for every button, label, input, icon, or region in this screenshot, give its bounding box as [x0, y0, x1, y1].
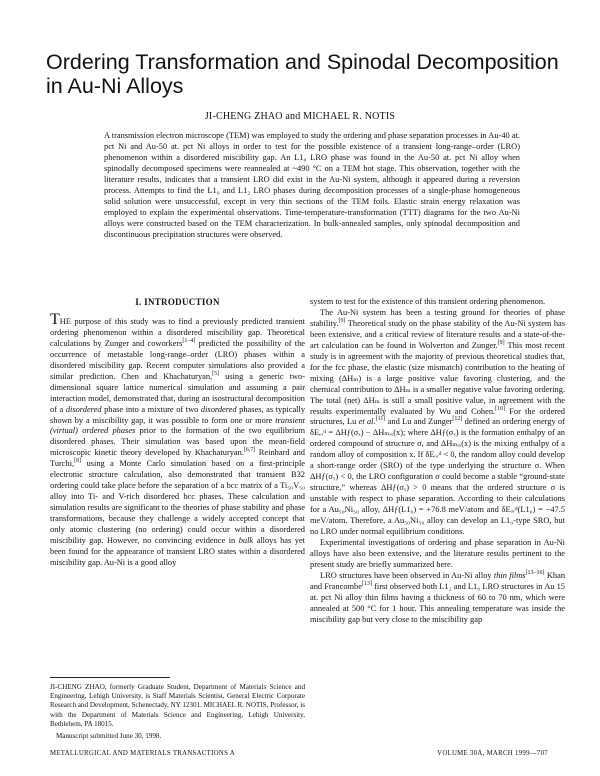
- right-column: [310, 297, 565, 626]
- text-run: Theoretical study on the phase stability of the Au-Ni system has been extensive, and a critical review of literature results and a state-of-the-art calculation can be found in Wolverton and Zunger.: [310, 318, 565, 350]
- left-column: [50, 297, 305, 569]
- intro-paragraph-2: [310, 308, 565, 538]
- emphasis: bulk: [238, 536, 254, 546]
- text-run: This most recent study is in agreement with the majority of previous theoretical studies that, for the fcc phase, the elastic (size mismatch) contribution to the heating of mixing (ΔHₘ) is a large positive value favoring clustering, and the chemical contribution to ΔHₘ is a smaller negative value favoring ordering. The total (net) ΔHₘ is still a small positive value, in agreement with the results experimentally evaluated by Wu and Cohen.: [310, 340, 565, 416]
- text-run: Reinhard and Turchi,: [50, 448, 305, 469]
- paper-title: Ordering Transformation and Spinodal Decomposition in Au-Ni Alloys: [46, 50, 559, 98]
- author-list: JI-CHENG ZHAO and MICHAEL R. NOTIS: [204, 111, 396, 122]
- text-run: Khan and Francombe: [310, 570, 566, 591]
- citation-ref[interactable]: [9]: [338, 318, 346, 325]
- author-affiliations: JI-CHENG ZHAO, formerly Graduate Student, Department of Materials Science and Engineering, Lehigh University, is Staff Materials Scientist, General Electric Corporate Research and Development, Schenectady, NY 12301. MICHAEL R. NOTIS, Professor, is with the Department of Materials Science and Engineering, Lehigh University, Bethlehem, PA 18015.: [50, 683, 305, 728]
- emphasis: transient (virtual) ordered phases: [50, 415, 305, 436]
- citation-ref[interactable]: [8]: [74, 458, 82, 465]
- citation-ref[interactable]: [10]: [495, 405, 506, 412]
- intro-paragraph-1: [50, 310, 306, 569]
- drop-cap: T: [50, 310, 60, 328]
- citation-ref[interactable]: [13]: [361, 580, 372, 587]
- emphasis: thin films: [493, 570, 526, 580]
- text-run: and Lu and Zunger: [385, 417, 453, 427]
- text-run: LRO structures have been observed in Au-Ni alloy: [320, 570, 494, 580]
- citation-ref[interactable]: [13–16]: [525, 570, 545, 577]
- text-run: The Au-Ni system has been a testing ground for theories of phase stability.: [310, 307, 565, 328]
- text-run: using a generic two-dimensional square lattice numerical simulation and assuming a pair interaction model, demonstrated that, during an isostructural decomposition of a: [50, 371, 305, 414]
- volume-page: VOLUME 30A, MARCH 1999—707: [437, 750, 548, 757]
- text-run: using a Monte Carlo simulation based on a first-principle electronic structure calculation, also demonstrated that transient B32 ordering could take place before the separation of a bcc matrix of a Ti₅₀V₅₀ alloy into Ti- and V-rich disordered bcc phases. These calculation and simulation results are significant to the theories of phase stability and phase transformations, because they challenge a widely accepted concept that only atomic clustering (no ordering) could occur within a disordered miscibility gap. However, no convincing evidence in: [50, 459, 305, 546]
- emphasis: disordered: [200, 404, 237, 414]
- emphasis: et al.: [358, 417, 376, 427]
- footnote: [50, 683, 305, 741]
- intro-paragraph-4: [310, 571, 565, 626]
- text-run: prior to the formation of the two equilibrium disordered phases. Their simulation was based upon the mean-field microscopic kinetic theory developed by Khachaturyan.: [50, 426, 305, 458]
- section-heading-introduction: I. INTRODUCTION: [135, 297, 220, 307]
- abstract: A transmission electron microscope (TEM) was employed to study the ordering and phase separation processes in Au-40 at. pct Ni and Au-50 at. pct Ni alloys in order to test for the possible existence of a transient long-range–order (LRO) phenomenon within a disordered miscibility gap. An L1₀ LRO phase was found in the Au-50 at. pct Ni alloy when spinodally decomposed specimens were reannealed at ~490 °C on a TEM hot stage. This observation, together with the literature results, indicates that a transient LRO did exist in the Au-Ni system, although it appeared during a reversion process. Attempts to find the L1₀ and L1₂ LRO phases during decomposition processes of a single-phase homogeneous solid solution were unsuccessful, except in very thin sections of the TEM foils. Elastic strain energy relaxation was employed to explain the experimental observations. Time-temperature-transformation (TTT) diagrams for the two Au-Ni alloys were constructed based on the TEM characterization. In bulk-annealed samples, only spinodal decomposition and discontinuous precipitation structures were observed.: [104, 131, 520, 240]
- footnote-divider: [50, 677, 170, 678]
- citation-ref[interactable]: [1–4]: [182, 338, 196, 345]
- citation-ref[interactable]: [11]: [375, 416, 386, 423]
- citation-ref[interactable]: [5]: [212, 370, 220, 377]
- emphasis: disordered: [65, 404, 102, 414]
- manuscript-date: Manuscript submitted June 30, 1998.: [56, 732, 162, 741]
- lead-word: HE: [59, 316, 71, 326]
- citation-ref[interactable]: [6,7]: [243, 447, 256, 454]
- text-run: alloys has yet been found for the appearance of transient LRO states within a disordered miscibility gap. Au-Ni is a good alloy: [50, 536, 305, 567]
- citation-ref[interactable]: [12]: [452, 416, 463, 423]
- text-run: phase into a mixture of two: [101, 404, 201, 414]
- text-run: first observed both L1₂ and L1₀ LRO structures in Au 15 at. pct Ni alloy thin films having a thickness of 60 to 70 nm, which were annealed at 500 °C for 1 hour. This annealing temperature was inside the miscibility gap but very close to the miscibility gap: [310, 581, 565, 624]
- citation-ref[interactable]: [9]: [497, 340, 505, 347]
- journal-name: METALLURGICAL AND MATERIALS TRANSACTIONS A: [50, 750, 236, 757]
- text-run: For the ordered structures, Lu: [310, 406, 565, 427]
- intro-paragraph-1-continued: system to test for the existence of this transient ordering phenomenon.: [310, 297, 546, 306]
- text-run: purpose of this study was to find a previously predicted transient ordering phenomenon within a disordered miscibility gap. Theoretical calculations by Zunger and coworkers: [50, 316, 305, 348]
- text-run: defined an ordering energy of δEₒᵣᵈ = ΔHƒ(σₓ) − ΔHₘᵢₓ(x); where ΔHƒ(σₓ) is the formation enthalpy of an ordered compound of structure σ, and ΔHₘᵢₓ(x) is the mixing enthalpy of a random alloy of composition x. If δEₒᵣᵈ < 0, the random alloy could develop a short-range order (SRO) of the type underlying the structure σ. When ΔHƒ(σₓ) < 0, the LRO configuration σ could become a stable “ground-state structure,” whereas ΔHƒ(σₓ) > 0 means that the ordered structure σ is unstable with respect to phase separation. According to their calculations for a Au₅₀Ni₅₀ alloy, ΔHƒ(L1₀) = +76.8 meV/atom and δEₒᵣᵈ(L1₀) = −47.5 meV/atom. Therefore, a Au₅₀Ni₅₀ alloy can develop an L1₀-type SRO, but no LRO under normal equilibrium conditions.: [310, 417, 565, 537]
- text-run: predicted the possibility of the occurrence of metastable long-range–order (LRO) phases within a disordered miscibility gap. Recent computer simulations also provided a similar prediction. Chen and Khachaturyan,: [50, 338, 305, 381]
- intro-paragraph-3: Experimental investigations of ordering and phase separation in Au-Ni alloys have also been extensive, and the literature results pertinent to the present study are briefly summarized here.: [310, 537, 565, 569]
- text-run: phases, as typically shown by a miscibility gap, it was possible to form one or more: [50, 404, 306, 425]
